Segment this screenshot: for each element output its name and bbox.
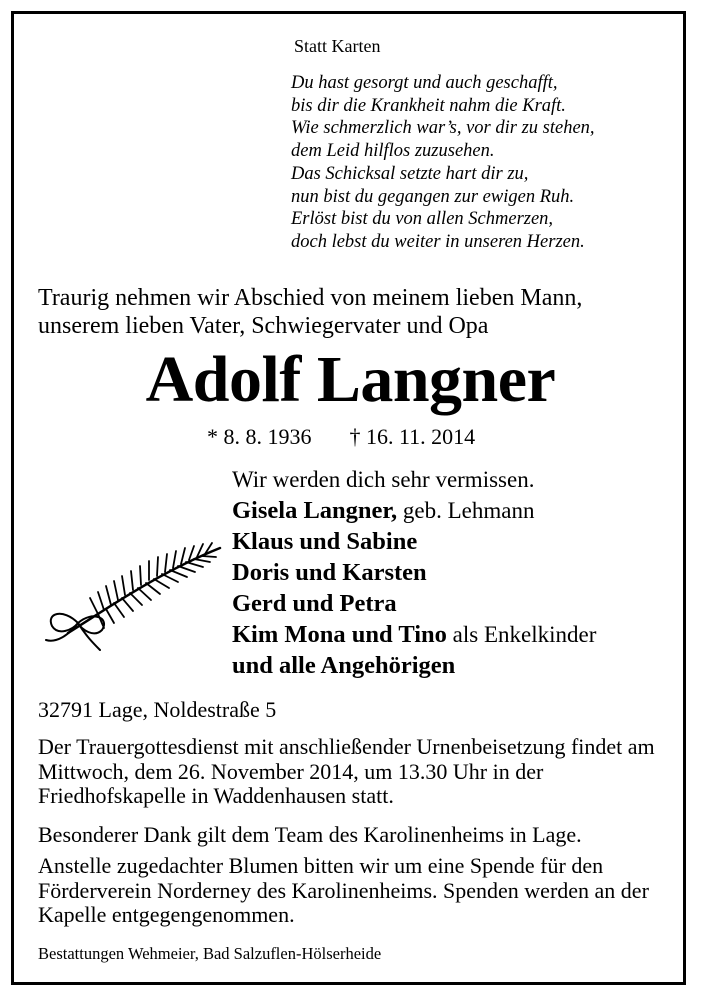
mourner-line: Doris und Karsten [232, 559, 427, 586]
poem-line: Erlöst bist du von allen Schmerzen, [291, 209, 554, 230]
poem-line: bis dir die Krankheit nahm die Kraft. [291, 95, 566, 116]
life-dates [207, 424, 513, 450]
mourners-intro: Wir werden dich sehr vermissen. [232, 467, 535, 492]
grandchildren-names: Kim Mona und Tino [232, 621, 447, 648]
deceased-name: Adolf Langner [145, 343, 556, 416]
poem-line: dem Leid hilflos zuzusehen. [291, 141, 495, 162]
mourners-list [232, 464, 596, 681]
poem-line: Wie schmerzlich war’s, vor dir zu stehen, [291, 118, 595, 139]
service-paragraph: Der Trauergottesdienst mit anschließender Urnenbeisetzung findet am Mittwoch, dem 26. November 2014, um 13.30 Uhr in der Friedhofskapelle in Waddenhausen statt. [38, 734, 655, 808]
address: 32791 Lage, Noldestraße 5 [38, 697, 277, 722]
mourner-line: Klaus und Sabine [232, 528, 418, 555]
mourner-line: Gerd und Petra [232, 590, 397, 617]
mourner-spouse [232, 495, 596, 526]
poem-line: Du hast gesorgt und auch geschafft, [291, 73, 558, 93]
mourners-closing: und alle Angehörigen [232, 652, 456, 679]
poem [291, 72, 595, 254]
donation-paragraph: Anstelle zugedachter Blumen bitten wir um eine Spende für den Förderverein Norderney des Karolinenheims. Spenden werden an der Kapelle entgegengenommen. [38, 853, 649, 927]
death-date: † 16. 11. 2014 [349, 424, 476, 449]
poem-line: nun bist du gegangen zur ewigen Ruh. [291, 186, 575, 207]
intro-line: Traurig nehmen wir Abschied von meinem lieben Mann, [38, 285, 583, 311]
poem-line: doch lebst du weiter in unseren Herzen. [291, 231, 585, 252]
spouse-name: Gisela Langner, [232, 497, 398, 524]
palm-branch-with-ribbon-icon [38, 528, 228, 653]
header-statt-karten: Statt Karten [294, 36, 381, 56]
thanks-paragraph: Besonderer Dank gilt dem Team des Karolinenheims in Lage. [38, 822, 582, 847]
intro-text [38, 284, 582, 340]
mourner-grandchildren [232, 619, 596, 650]
spouse-note: geb. Lehmann [402, 498, 535, 523]
poem-line: Das Schicksal setzte hart dir zu, [291, 163, 529, 184]
grandchildren-note: als Enkelkinder [452, 622, 597, 647]
intro-line: unserem lieben Vater, Schwiegervater und Opa [38, 313, 489, 339]
birth-date: * 8. 8. 1936 [207, 424, 312, 449]
funeral-home: Bestattungen Wehmeier, Bad Salzuflen-Hölserheide [38, 944, 382, 963]
